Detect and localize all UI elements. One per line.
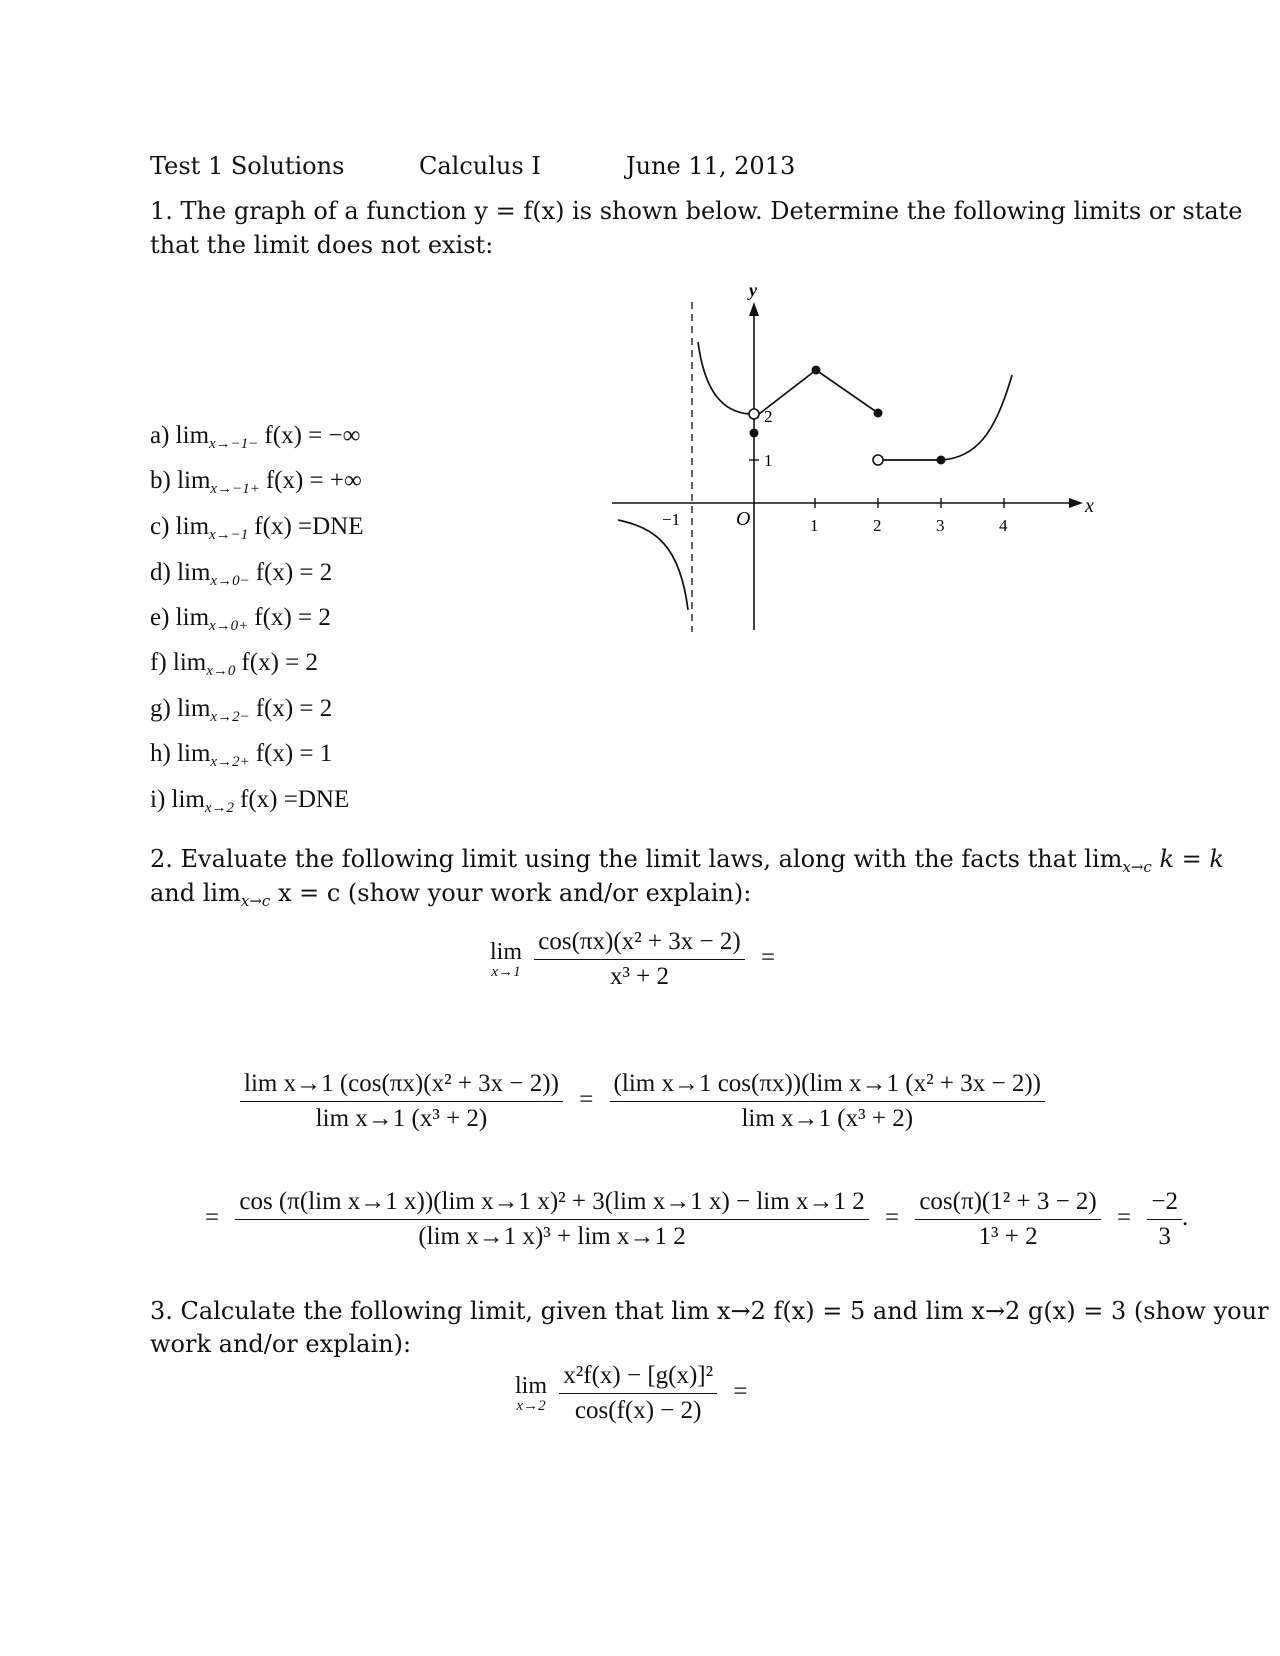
q3-numerator: x²f(x) − [g(x)]² xyxy=(559,1362,717,1394)
q1-answer-item xyxy=(150,786,349,817)
open-point-0-2 xyxy=(749,409,759,419)
q1-intro-line2: that the limit does not exist: xyxy=(150,231,494,259)
curve-left-branch xyxy=(618,520,688,610)
q1-item-sub: x→0+ xyxy=(209,618,249,634)
header-date: June 11, 2013 xyxy=(626,152,796,180)
q2-step1-numerator: lim x→1 (cos(πx)(x² + 3x − 2)) xyxy=(240,1070,563,1102)
q1-item-sub: x→−1− xyxy=(209,436,259,452)
q2-line2 xyxy=(150,879,751,910)
q2-line1-sub: x→c xyxy=(1122,858,1152,876)
q1-answer-item xyxy=(150,740,332,771)
q2-step3-denominator: (lim x→1 x)³ + lim x→1 2 xyxy=(418,1223,686,1250)
closed-point-0-1 xyxy=(750,429,759,438)
q2-step2-numerator: (lim x→1 cos(πx))(lim x→1 (x² + 3x − 2)) xyxy=(610,1070,1045,1102)
y-axis-label: y xyxy=(749,280,757,300)
q1-item-expression: f(x) = 1 xyxy=(255,740,333,767)
y-tick-label-2: 2 xyxy=(764,407,773,426)
q3-lim-sub: x→2 xyxy=(516,1397,546,1414)
q1-item-label: i) lim xyxy=(150,786,205,813)
q1-item-label: c) lim xyxy=(150,513,210,540)
q1-item-expression: f(x) = 2 xyxy=(255,559,333,586)
q2-main-denominator: x³ + 2 xyxy=(609,963,670,990)
q2-line1 xyxy=(150,845,1224,876)
x-tick-label-2: 2 xyxy=(873,516,882,535)
q1-item-sub: x→0 xyxy=(206,663,236,679)
q2-line2-tail: x = c (show your work and/or explain): xyxy=(277,879,752,907)
q2-result-denominator: 3 xyxy=(1158,1223,1171,1250)
q1-item-expression: f(x) = +∞ xyxy=(265,467,362,494)
q1-item-sub: x→2+ xyxy=(210,754,250,770)
origin-label: O xyxy=(736,508,751,530)
q1-answer-item xyxy=(150,604,331,635)
q2-step-row1: $\frac{\text{lim x→1 (cos(πx)(x² + 3x − 2))}}{\text{lim x→1 (x³ + 2)}}$ = $\frac{\text{(lim x→1 cos(πx))(lim x→1 (x² + 3x − 2))}}{\text{lim x→1 (x³ + 2)}}$ xyxy=(240,1070,1045,1133)
q1-item-expression: f(x) =DNE xyxy=(240,786,350,813)
q1-item-label: a) lim xyxy=(150,422,210,449)
q1-item-sub: x→0− xyxy=(210,573,250,589)
closed-point-2-2 xyxy=(874,409,883,418)
q1-item-label: e) lim xyxy=(150,604,210,631)
q1-item-label: g) lim xyxy=(150,695,211,722)
header-title: Test 1 Solutions xyxy=(150,152,345,180)
q1-answer-item xyxy=(150,695,332,726)
y-axis-arrow xyxy=(749,302,759,316)
q2-line1-tail: k = k xyxy=(1159,845,1224,873)
q2-line1-text: 2. Evaluate the following limit using the limit laws, along with the facts that lim xyxy=(150,845,1123,873)
q1-item-label: d) lim xyxy=(150,559,211,586)
q1-intro-line1: 1. The graph of a function y = f(x) is shown below. Determine the following limits or state xyxy=(150,197,1243,225)
q1-item-sub: x→2 xyxy=(204,800,235,816)
q2-main-limit: lim x→1 $\frac{\text{cos(πx)(x² + 3x − 2)}}{\text{x³ + 2}}$ = xyxy=(490,928,776,990)
q1-item-label: h) lim xyxy=(150,740,211,767)
q3-denominator: cos(f(x) − 2) xyxy=(574,1397,702,1424)
q3-lim-word: lim xyxy=(515,1372,548,1399)
q2-step3-numerator: cos (π(lim x→1 x))(lim x→1 x)² + 3(lim x→1 x) − lim x→1 2 xyxy=(235,1188,868,1220)
q1-item-label: b) lim xyxy=(150,467,211,494)
q2-step4-numerator: cos(π)(1² + 3 − 2) xyxy=(915,1188,1100,1220)
q1-item-expression: f(x) = 2 xyxy=(255,695,333,722)
header-course: Calculus I xyxy=(419,152,541,180)
q1-item-expression: f(x) = 2 xyxy=(241,649,318,676)
x-tick-label-1: 1 xyxy=(810,516,819,535)
q2-main-numerator: cos(πx)(x² + 3x − 2) xyxy=(534,928,744,960)
q2-result-numerator: −2 xyxy=(1147,1188,1182,1220)
q3-limit: lim x→2 $\frac{\text{x²f(x) − [g(x)]²}}{\cos(f(x) - 2)}$ = xyxy=(515,1362,748,1424)
q1-item-sub: x→−1 xyxy=(209,527,249,543)
q1-answer-item xyxy=(150,513,364,544)
closed-point-peak xyxy=(812,366,821,375)
q3-line1: 3. Calculate the following limit, given that lim x→2 f(x) = 5 and lim x→2 g(x) = 3 (show your xyxy=(150,1297,1269,1325)
curve-middle-left xyxy=(698,342,749,414)
q2-step4-denominator: 1³ + 2 xyxy=(978,1223,1038,1250)
open-point-2-1 xyxy=(873,455,883,465)
x-axis-label: x xyxy=(1085,495,1094,517)
q1-item-sub: x→−1+ xyxy=(210,481,260,497)
segment-falling xyxy=(816,370,878,413)
closed-point-3-1 xyxy=(937,456,946,465)
function-graph xyxy=(600,280,1100,640)
q2-step-row2: = $\frac{\text{cos (π(lim x→1 x))(lim x→1 x)² + 3(lim x→1 x) − lim x→1 2}}{\text{(lim x→1 x)³ + lim x→1 2}}$ = $\frac{\text{cos(π)(1² + 3 − 2)}}{\text{1³ + 2}}$ = $\frac{-2}{3}$ . xyxy=(205,1188,1189,1250)
q2-lim-sub: x→1 xyxy=(491,963,521,980)
x-tick-label-3: 3 xyxy=(936,516,945,535)
q1-answer-item xyxy=(150,649,318,680)
q1-item-sub: x→2− xyxy=(210,709,250,725)
q1-answer-item xyxy=(150,467,362,498)
q1-item-expression: f(x) =DNE xyxy=(254,513,364,540)
q3-line2: work and/or explain): xyxy=(150,1330,412,1358)
q2-line2-sub: x→c xyxy=(240,892,271,910)
y-tick-label-1: 1 xyxy=(764,451,773,470)
q1-item-expression: f(x) = 2 xyxy=(254,604,331,631)
x-axis-arrow xyxy=(1069,498,1083,508)
q1-item-expression: f(x) = −∞ xyxy=(264,422,361,449)
q1-answer-item xyxy=(150,422,360,453)
curve-right-branch xyxy=(941,375,1012,460)
q2-step2-denominator: lim x→1 (x³ + 2) xyxy=(741,1105,914,1132)
q2-step1-denominator: lim x→1 (x³ + 2) xyxy=(315,1105,488,1132)
x-tick-label-4: 4 xyxy=(999,516,1008,535)
q1-item-label: f) lim xyxy=(150,649,207,676)
q1-answer-item xyxy=(150,559,332,590)
q2-lim-word: lim xyxy=(490,938,523,965)
q2-line2-text: and lim xyxy=(150,879,241,907)
x-tick-label-neg1: −1 xyxy=(662,510,681,529)
